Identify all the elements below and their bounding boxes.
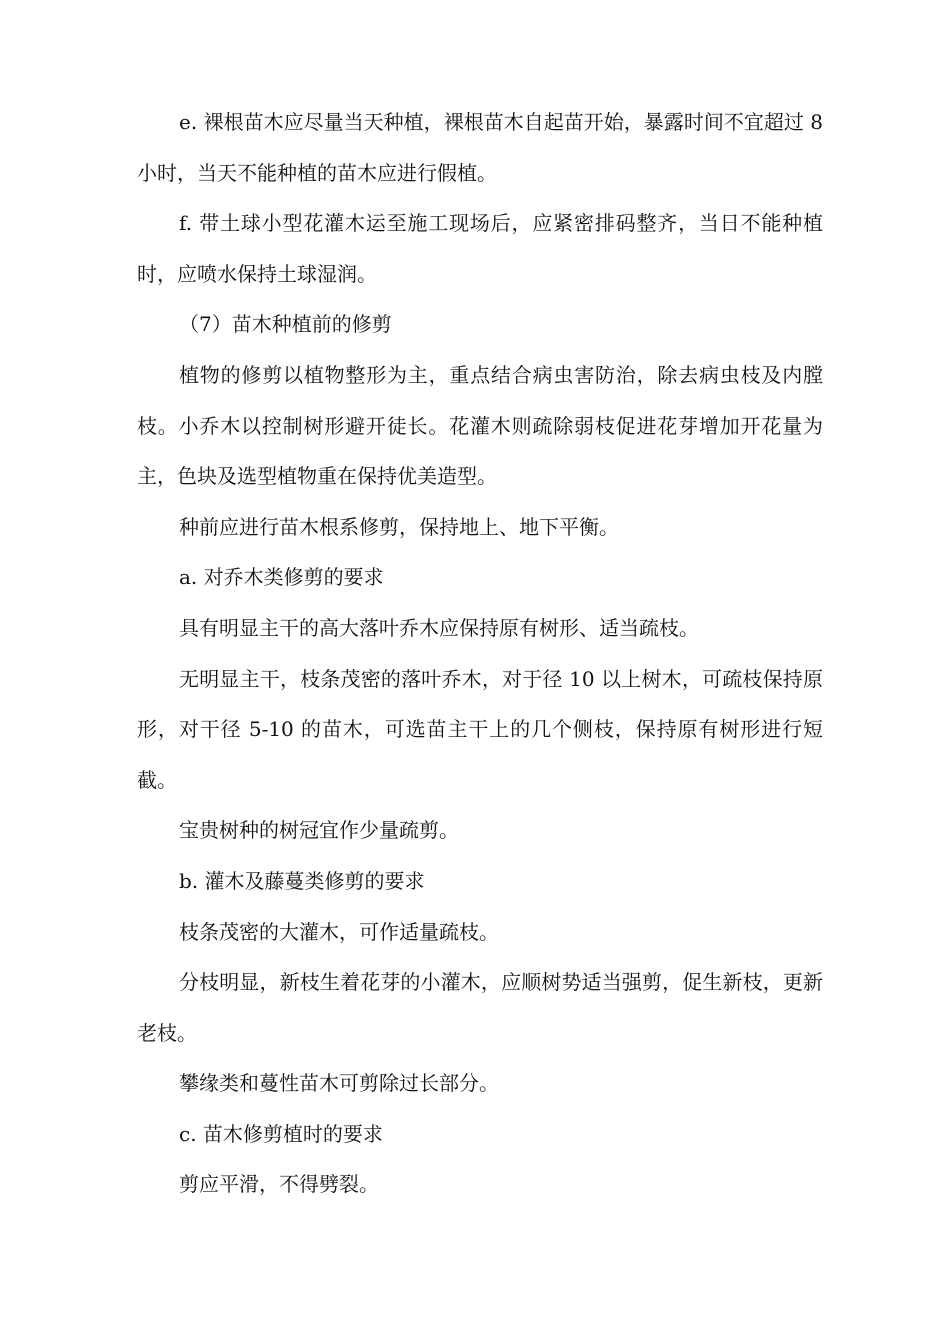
section-heading-pruning: （7）苗木种植前的修剪: [179, 312, 392, 337]
paragraph-no-main-trunk-trees: 无明显主干，枝条茂密的落叶乔木，对于径 10 以上树木，可疏枝保持原形，对干径 5-10 的苗木，可选苗主干上的几个侧枝，保持原有树形进行短截。: [137, 666, 823, 792]
paragraph-small-shrubs: 分枝明显，新枝生着花芽的小灌木，应顺树势适当强剪，促生新枝，更新老枝。: [137, 970, 823, 1045]
subheading-b-shrubs-vines: b. 灌木及藤蔓类修剪的要求: [179, 868, 425, 893]
paragraph-smooth-cuts: 剪应平滑，不得劈裂。: [179, 1172, 379, 1197]
paragraph-f-soil-ball-shrubs: f. 带土球小型花灌木运至施工现场后，应紧密排码整齐，当日不能种植时，应喷水保持土球湿润。: [137, 211, 823, 286]
document-body: [137, 97, 823, 1210]
paragraph-pruning-principles: 植物的修剪以植物整形为主，重点结合病虫害防治，除去病虫枝及内膛枝。小乔木以控制树形避开徒长。花灌木则疏除弱枝促进花芽增加开花量为主，色块及选型植物重在保持优美造型。: [137, 362, 823, 489]
paragraph-precious-species: 宝贵树种的树冠宜作少量疏剪。: [179, 818, 459, 843]
paragraph-e-bare-root-planting: e. 裸根苗木应尽量当天种植，裸根苗木自起苗开始，暴露时间不宜超过 8 小时，当天不能种植的苗木应进行假植。: [137, 110, 823, 185]
paragraph-tall-deciduous-trees: 具有明显主干的高大落叶乔木应保持原有树形、适当疏枝。: [179, 615, 699, 640]
subheading-c-trimming-requirements: c. 苗木修剪植时的要求: [179, 1121, 383, 1146]
paragraph-large-shrubs: 枝条茂密的大灌木，可作适量疏枝。: [179, 919, 499, 944]
paragraph-climbing-plants: 攀缘类和蔓性苗木可剪除过长部分。: [179, 1071, 499, 1096]
paragraph-root-pruning: 种前应进行苗木根系修剪，保持地上、地下平衡。: [179, 514, 619, 539]
subheading-a-trees: a. 对乔木类修剪的要求: [179, 565, 384, 590]
